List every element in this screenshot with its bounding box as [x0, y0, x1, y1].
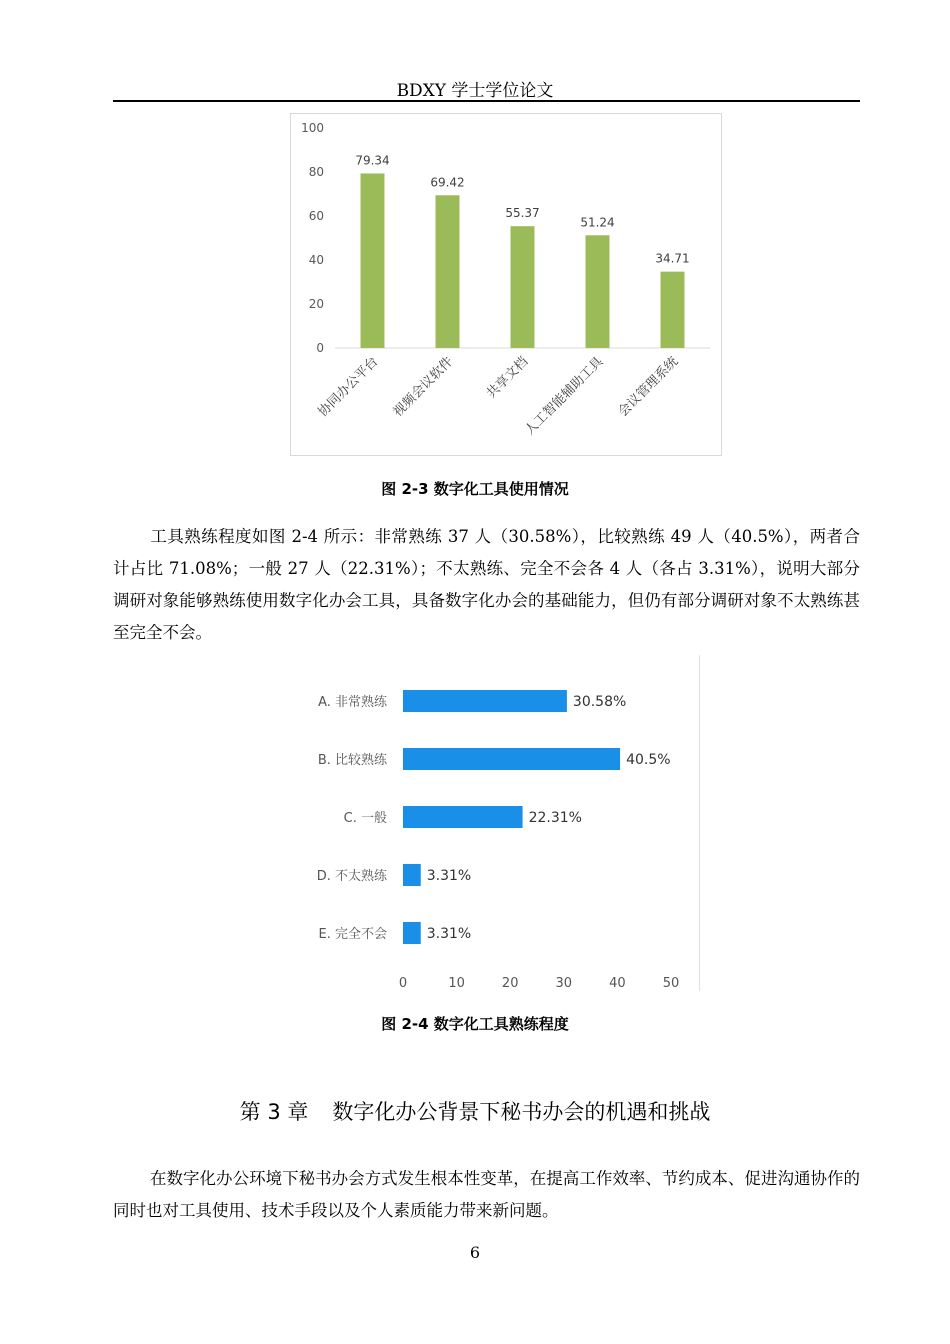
y-tick-label: 0: [316, 341, 324, 355]
category-label: B. 比较熟练: [317, 753, 387, 768]
category-label: 人工智能辅助工具: [522, 354, 607, 439]
chapter-heading: [0, 1096, 950, 1126]
x-tick-label: 50: [662, 976, 680, 991]
y-tick-label: 60: [308, 209, 324, 223]
bar-value-label: 51.24: [580, 215, 615, 230]
category-label: 共享文档: [483, 354, 532, 402]
bar-value-label: 30.58%: [572, 694, 627, 710]
bar: [403, 748, 620, 770]
category-label: 视频会议软件: [390, 354, 457, 420]
body-paragraph-1-text: 工具熟练程度如图 2-4 所示：非常熟练 37 人（30.58%），比较熟练 49 人（40.5%），两者合计占比 71.08%；一般 27 人（22.31%）；不太熟练、完全不会各 4 人（各占 3.31%），说明大部分调研对象能够熟练使用数字化办会工具，具备数字化办会的基础能力，但仍有部分调研对象不太熟练甚至完全不会。: [113, 527, 860, 642]
x-tick-label: 30: [555, 976, 573, 991]
category-label: C. 一般: [343, 811, 387, 826]
page-header-title: BDXY 学士学位论文: [396, 81, 554, 101]
figure-2-3-bar-chart: [290, 113, 722, 457]
body-paragraph-1: [113, 521, 860, 649]
figure-2-4-caption: 图 2-4 数字化工具熟练程度: [381, 1015, 569, 1033]
category-label: 协同办公平台: [315, 354, 382, 420]
bar-value-label: 22.31%: [528, 810, 582, 826]
bar: [436, 195, 460, 348]
category-label: 会议管理系统: [615, 354, 682, 420]
bar-value-label: 34.71: [655, 251, 690, 266]
x-tick-label: 40: [609, 976, 626, 991]
page-number: 6: [469, 1243, 481, 1262]
bar-value-label: 40.5%: [626, 752, 671, 768]
chapter-number: 第 3 章: [239, 1100, 309, 1124]
y-tick-label: 100: [301, 121, 324, 135]
bar: [403, 806, 523, 828]
bar: [403, 922, 421, 944]
bar-value-label: 55.37: [505, 206, 540, 221]
header-rule: [113, 100, 860, 102]
y-tick-label: 80: [308, 165, 324, 179]
y-tick-label: 40: [308, 253, 324, 267]
bar: [403, 690, 567, 712]
bar-value-label: 69.42: [430, 175, 465, 190]
category-label: A. 非常熟练: [318, 695, 387, 710]
category-label: D. 不太熟练: [316, 869, 387, 884]
bar-value-label: 79.34: [355, 153, 390, 168]
bar: [586, 235, 610, 348]
figure-2-3-caption: 图 2-3 数字化工具使用情况: [381, 480, 569, 498]
category-label: E. 完全不会: [318, 927, 387, 942]
x-tick-label: 10: [448, 976, 465, 991]
bar: [661, 272, 685, 348]
bar: [361, 173, 385, 348]
x-tick-label: 20: [501, 976, 519, 991]
x-tick-label: 0: [398, 976, 408, 991]
body-paragraph-2-text: 在数字化办公环境下秘书办会方式发生根本性变革，在提高工作效率、节约成本、促进沟通协作的同时也对工具使用、技术手段以及个人素质能力带来新问题。: [113, 1169, 860, 1220]
chapter-title: 数字化办公背景下秘书办会的机遇和挑战: [332, 1100, 711, 1124]
bar: [403, 864, 421, 886]
bar-value-label: 3.31%: [426, 868, 472, 884]
y-tick-label: 20: [308, 297, 324, 311]
body-paragraph-2: [113, 1163, 860, 1227]
bar-value-label: 3.31%: [426, 926, 472, 942]
bar: [511, 226, 535, 348]
figure-2-4-bar-chart: [300, 655, 702, 995]
